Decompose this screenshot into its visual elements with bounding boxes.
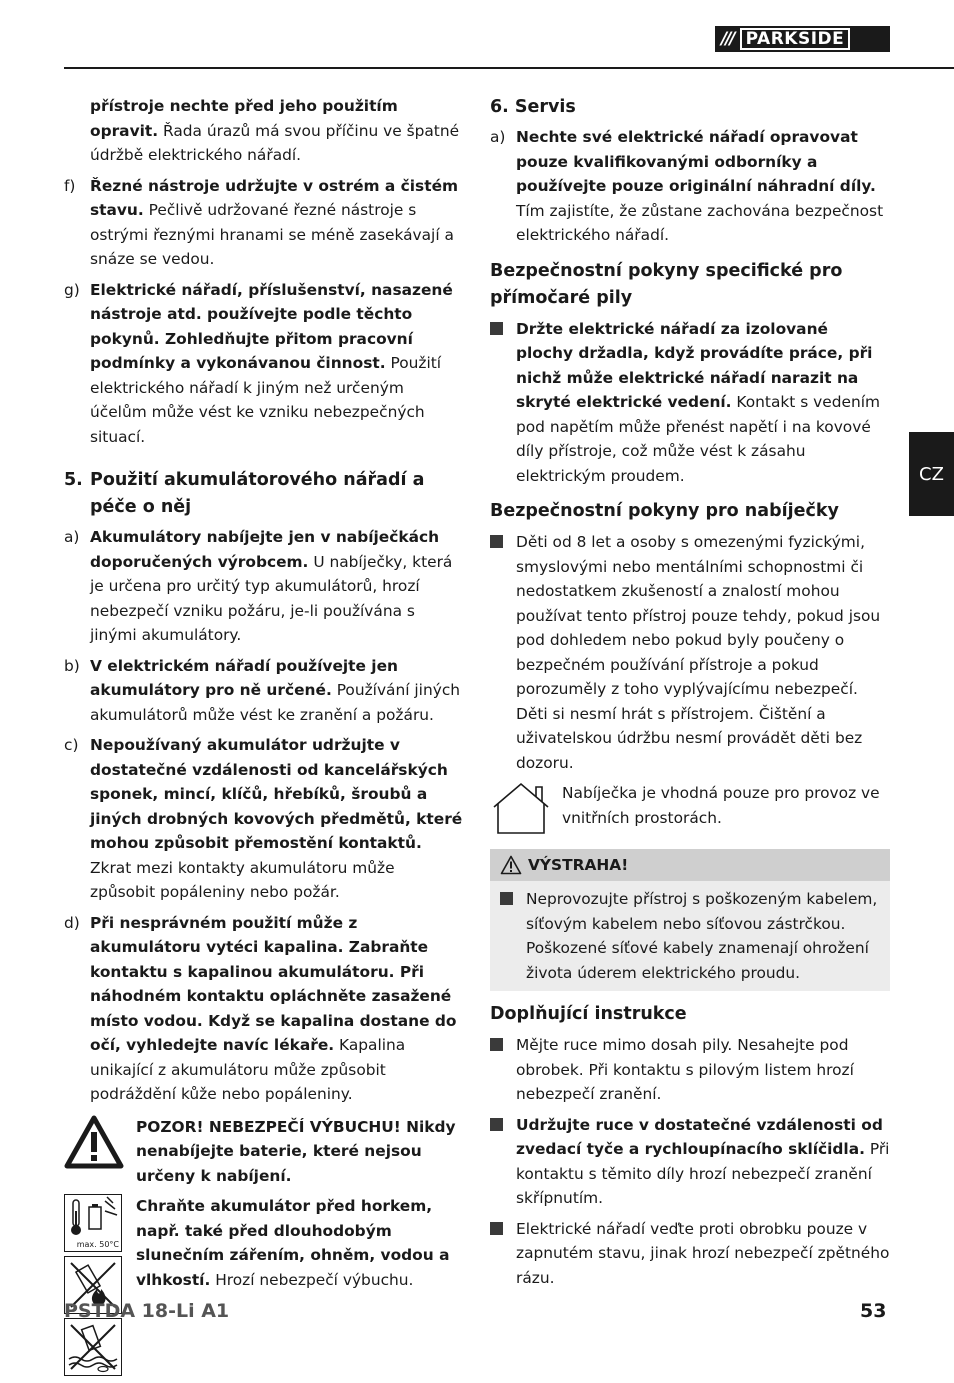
bullet-square-icon (490, 1217, 516, 1291)
item-normal: Použití elektrického nářadí k jiným než určeným účelům může vést ke vzniku nebezpečných situací. (90, 354, 442, 446)
footer-model: PSTDA 18-Li A1 (64, 1300, 230, 1322)
explosion-warning (64, 1115, 464, 1189)
warning-bullet (500, 887, 880, 985)
continued-bold: přístroje nechte před jeho použitím opravit. (90, 97, 398, 140)
left-column (64, 94, 464, 1376)
item-text (516, 125, 890, 248)
section-title: Použití akumulátorového nářadí a péče o něj (90, 470, 425, 517)
item-label: c) (64, 736, 79, 754)
extra-bullet-3 (490, 1217, 890, 1291)
item-a (64, 525, 464, 648)
item-bold: Při nesprávném použití může z akumulátoru vytéci kapalina. Zabraňte kontaktu s kapalinou akumulátoru. Při náhodném kontaktu opláchněte zasažené místo vodou. Když se kapalina dostane do očí, vyhledejte navíc lékaře. (90, 913, 457, 1054)
item-text (516, 1113, 890, 1211)
item-normal: Tím zajistíte, že zůstane zachována bezpečnost elektrického nářadí. (516, 201, 884, 244)
indoor-note (490, 781, 890, 843)
logo-brand: PARKSIDE (740, 28, 851, 50)
item-text (90, 911, 464, 1107)
warning-body (490, 881, 890, 985)
saw-bullet (490, 317, 890, 489)
extra-bullet-2 (490, 1113, 890, 1211)
bullet-square-icon (490, 1033, 516, 1107)
item-bold: Řezné nástroje udržujte v ostrém a čistém stavu. (90, 176, 459, 219)
battery-icons (64, 1194, 136, 1376)
warning-triangle-icon (64, 1115, 136, 1189)
item-normal: U nabíječky, která je určena pro určitý typ akumulátorů, hrozí nebezpečí vzniku požáru, je-li používána s jinými akumulátory. (90, 552, 453, 644)
section-number: 6. (490, 97, 509, 117)
heat-warning (64, 1194, 464, 1376)
item-bold: Udržujte ruce v dostatečné vzdálenosti od zvedací tyče a rychloupínacího sklíčidla. (516, 1115, 883, 1158)
item-normal: Kontakt s vedením pod napětím může přenést napětí i na kovové díly přístroje, což může vést k zásahu elektrickým proudem. (516, 393, 880, 485)
item-normal: Kapalina unikající z akumulátoru může způsobit podráždění kůže nebo popáleniny. (90, 1036, 406, 1103)
item-bold: Elektrické nářadí, příslušenství, nasazené nástroje atd. používejte podle těchto pokynů. Zohledňujte přitom pracovní podmínky a vykonávanou činnost. (90, 280, 453, 372)
bullet-square-icon (490, 1113, 516, 1211)
item-text (90, 525, 464, 648)
thermometer-sun-icon (64, 1194, 122, 1252)
item-text (90, 654, 464, 728)
extra-bullet-1 (490, 1033, 890, 1107)
heat-normal: Hrozí nebezpečí výbuchu. (210, 1270, 414, 1289)
warning-box (490, 849, 890, 992)
item-normal: Při kontaktu s těmito díly hrozí nebezpečí zranění skřípnutím. (516, 1140, 890, 1207)
item-bold: Nechte své elektrické nářadí opravovat pouze kvalifikovanými odborníky a používejte pouze originální náhradní díly. (516, 128, 876, 195)
page-number: 53 (860, 1300, 887, 1322)
item-label: d) (64, 913, 80, 932)
warning-text: Neprovozujte přístroj s poškozeným kabelem, síťovým kabelem nebo síťovou zástrčkou. Poškozené síťové kabely znamenají ohrožení života úderem elektrického proudu. (526, 890, 878, 982)
explosion-text: POZOR! NEBEZPEČÍ VÝBUCHU! Nikdy nenabíjejte baterie, které nejsou určeny k nabíjení. (136, 1117, 456, 1185)
item-text: Děti od 8 let a osoby s omezenými fyzickými, smyslovými nebo mentálními schopnostmi či nedostatkem zkušeností a znalostí mohou používat tento přístroj pouze tehdy, pokud jsou pod dohledem nebo pokud byly poučeny o bezpečném používání přístroje a pokud porozuměly z toho vyplývajícímu nebezpečí. Děti si nesmí hrát s přístrojem. Čištění a uživatelskou údržbu nesmí provádět děti bez dozoru. (516, 533, 881, 772)
charger-bullet (490, 530, 890, 775)
item-bold: Nepoužívaný akumulátor udržujte v dostatečné vzdálenosti od kancelářských sponek, mincí, klíčů, hřebíků, šroubů a jiných drobných kovových předmětů, které mohou způsobit přemostění kontaktů. (90, 736, 463, 852)
language-tab: CZ (909, 432, 954, 516)
item-label: b) (64, 656, 80, 675)
temp-label: max. 50°C (76, 1240, 119, 1249)
item-text (90, 733, 464, 905)
item-f (64, 174, 464, 272)
header-rule (64, 67, 954, 69)
heat-bold: Chraňte akumulátor před horkem, např. také před dlouhodobým slunečním zářením, ohněm, vodou a vlhkostí. (136, 1197, 450, 1289)
warning-title: VÝSTRAHA! (528, 855, 629, 874)
bullet-square-icon (490, 317, 516, 489)
item-text (90, 278, 464, 450)
house-icon (490, 781, 562, 843)
parkside-logo (715, 26, 890, 52)
item-bold: Akumulátory nabíjejte jen v nabíječkách doporučených výrobcem. (90, 528, 440, 571)
saw-safety-heading: Bezpečnostní pokyny specifické pro přímočaré pily (490, 260, 843, 308)
item-text: Elektrické nářadí veďte proti obrobku pouze v zapnutém stavu, jinak hrozí nebezpečí zpětného rázu. (516, 1219, 890, 1287)
continued-paragraph (64, 94, 464, 168)
no-water-icon (64, 1318, 122, 1376)
section-title: Servis (514, 97, 576, 117)
bullet-square-icon (500, 887, 526, 985)
item-d (64, 911, 464, 1107)
section-number: 5. (64, 470, 83, 490)
section-6-heading (490, 94, 890, 121)
section-5-heading (64, 467, 464, 521)
servis-item-a (490, 125, 890, 248)
item-text (90, 174, 464, 272)
item-b (64, 654, 464, 728)
item-label: g) (64, 280, 80, 299)
warning-triangle-icon (500, 855, 522, 875)
item-text: Mějte ruce mimo dosah pily. Nesahejte pod obrobek. Při kontaktu s pilovým listem hrozí nebezpečí zranění. (516, 1036, 854, 1103)
item-bold: V elektrickém nářadí používejte jen akumulátory pro ně určené. (90, 656, 398, 699)
right-column (490, 94, 890, 1296)
indoor-text: Nabíječka je vhodná pouze pro provoz ve vnitřních prostorách. (562, 784, 880, 827)
item-label: a) (490, 128, 506, 146)
item-normal: Používání jiných akumulátorů může vést ke zranění a požáru. (90, 681, 461, 724)
item-bold: Držte elektrické nářadí za izolované plochy držadla, když provádíte práce, při nichž může elektrické nářadí narazit na skryté elektrické vedení. (516, 319, 873, 411)
bullet-square-icon (490, 530, 516, 775)
item-c (64, 733, 464, 905)
extra-instructions-heading: Doplňující instrukce (490, 1004, 687, 1024)
heat-text (136, 1194, 464, 1376)
item-g (64, 278, 464, 450)
charger-safety-heading: Bezpečnostní pokyny pro nabíječky (490, 501, 839, 521)
logo-stripes: /// (721, 29, 734, 49)
item-text (516, 317, 890, 489)
item-normal: Pečlivě udržované řezné nástroje s ostrými řeznými hranami se méně zasekávají a snáze se vedou. (90, 201, 454, 268)
warning-header (490, 849, 890, 882)
item-label: a) (64, 528, 80, 546)
item-normal: Zkrat mezi kontakty akumulátoru může způsobit popáleniny nebo požár. (90, 858, 395, 901)
continued-text: Řada úrazů má svou příčinu ve špatné údržbě elektrického nářadí. (90, 121, 460, 164)
item-label: f) (64, 176, 76, 195)
